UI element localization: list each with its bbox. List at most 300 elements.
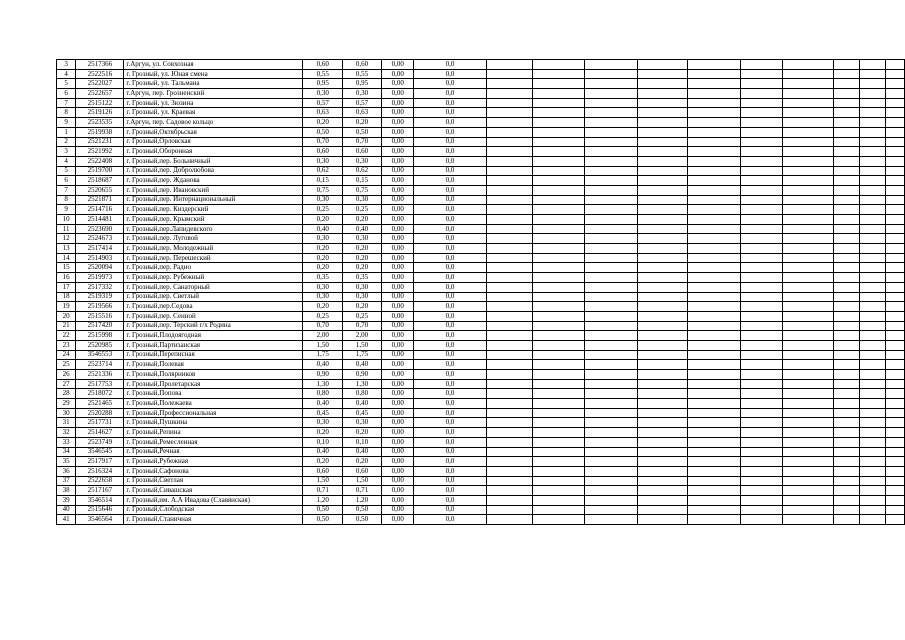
- empty-cell: [783, 273, 833, 283]
- empty-cell: [486, 292, 533, 302]
- empty-cell: [584, 98, 637, 108]
- empty-cell: [533, 515, 584, 525]
- empty-cell: [638, 224, 688, 234]
- value-1-cell: 0,60: [303, 147, 343, 157]
- row-number-cell: 2: [57, 137, 76, 147]
- value-3-cell: 0,00: [381, 195, 413, 205]
- empty-cell: [783, 331, 833, 341]
- table-row: [57, 108, 905, 118]
- empty-cell: [486, 418, 533, 428]
- value-3-cell: 0,00: [381, 215, 413, 225]
- empty-cell: [486, 263, 533, 273]
- empty-cell: [486, 215, 533, 225]
- value-3-cell: 0,00: [381, 515, 413, 525]
- table-row: [57, 408, 905, 418]
- empty-cell: [533, 166, 584, 176]
- empty-cell: [833, 127, 860, 137]
- value-1-cell: 1,20: [303, 495, 343, 505]
- empty-cell: [533, 234, 584, 244]
- value-4-cell: 0,0: [414, 69, 486, 79]
- value-2-cell: 1,50: [343, 340, 382, 350]
- value-2-cell: 0,30: [343, 195, 382, 205]
- empty-cell: [486, 108, 533, 118]
- empty-cell: [638, 350, 688, 360]
- value-4-cell: 0,0: [414, 360, 486, 370]
- address-cell: г. Грозный,Полевая: [124, 360, 303, 370]
- address-cell: г. Грозный,пер. Молодежный: [124, 244, 303, 254]
- empty-cell: [638, 495, 688, 505]
- address-cell: г. Грозный,Станичная: [124, 515, 303, 525]
- value-3-cell: 0,00: [381, 234, 413, 244]
- empty-cell: [638, 447, 688, 457]
- empty-cell: [688, 466, 740, 476]
- empty-cell: [638, 437, 688, 447]
- record-code-cell: 2521871: [76, 195, 124, 205]
- value-4-cell: 0,0: [414, 60, 486, 70]
- value-1-cell: 0,75: [303, 185, 343, 195]
- row-number-cell: 23: [57, 340, 76, 350]
- record-code-cell: 3546564: [76, 515, 124, 525]
- value-1-cell: 0,30: [303, 89, 343, 99]
- empty-cell: [860, 408, 886, 418]
- empty-cell: [783, 437, 833, 447]
- value-2-cell: 0,55: [343, 69, 382, 79]
- empty-cell: [533, 389, 584, 399]
- empty-cell: [638, 79, 688, 89]
- empty-cell: [486, 340, 533, 350]
- value-2-cell: 0,45: [343, 408, 382, 418]
- table-row: [57, 389, 905, 399]
- empty-cell: [688, 476, 740, 486]
- empty-cell: [740, 321, 782, 331]
- value-4-cell: 0,0: [414, 292, 486, 302]
- empty-cell: [860, 282, 886, 292]
- empty-cell: [740, 457, 782, 467]
- value-2-cell: 0,50: [343, 515, 382, 525]
- empty-cell: [688, 370, 740, 380]
- empty-cell: [584, 263, 637, 273]
- empty-cell: [833, 311, 860, 321]
- record-code-cell: 2520985: [76, 340, 124, 350]
- row-number-cell: 4: [57, 69, 76, 79]
- empty-cell: [638, 515, 688, 525]
- empty-cell: [740, 340, 782, 350]
- value-1-cell: 0,40: [303, 224, 343, 234]
- empty-cell: [533, 69, 584, 79]
- value-1-cell: 0,71: [303, 486, 343, 496]
- value-2-cell: 0,20: [343, 302, 382, 312]
- empty-cell: [783, 185, 833, 195]
- value-3-cell: 0,00: [381, 185, 413, 195]
- empty-cell: [783, 166, 833, 176]
- record-code-cell: 2519973: [76, 273, 124, 283]
- empty-cell: [886, 137, 905, 147]
- empty-cell: [740, 244, 782, 254]
- empty-cell: [638, 360, 688, 370]
- value-1-cell: 0,50: [303, 505, 343, 515]
- row-number-cell: 14: [57, 253, 76, 263]
- empty-cell: [584, 147, 637, 157]
- empty-cell: [740, 486, 782, 496]
- row-number-cell: 30: [57, 408, 76, 418]
- empty-cell: [533, 292, 584, 302]
- empty-cell: [740, 108, 782, 118]
- empty-cell: [783, 137, 833, 147]
- empty-cell: [860, 69, 886, 79]
- empty-cell: [688, 166, 740, 176]
- empty-cell: [584, 437, 637, 447]
- value-1-cell: 0,30: [303, 156, 343, 166]
- record-code-cell: 2522658: [76, 476, 124, 486]
- empty-cell: [533, 466, 584, 476]
- address-cell: г. Грозный,Пролетарская: [124, 379, 303, 389]
- table-body: [57, 60, 905, 525]
- value-3-cell: 0,00: [381, 176, 413, 186]
- address-cell: г.Аргун, пер. Садовое кольцо: [124, 118, 303, 128]
- empty-cell: [584, 321, 637, 331]
- empty-cell: [783, 360, 833, 370]
- value-1-cell: 0,70: [303, 321, 343, 331]
- empty-cell: [886, 98, 905, 108]
- record-code-cell: 2517167: [76, 486, 124, 496]
- empty-cell: [886, 118, 905, 128]
- empty-cell: [783, 340, 833, 350]
- empty-cell: [860, 505, 886, 515]
- value-3-cell: 0,00: [381, 408, 413, 418]
- value-1-cell: 0,45: [303, 408, 343, 418]
- empty-cell: [740, 224, 782, 234]
- empty-cell: [533, 282, 584, 292]
- value-3-cell: 0,00: [381, 60, 413, 70]
- value-2-cell: 0,60: [343, 147, 382, 157]
- empty-cell: [860, 360, 886, 370]
- empty-cell: [486, 515, 533, 525]
- empty-cell: [584, 495, 637, 505]
- table-row: [57, 457, 905, 467]
- empty-cell: [638, 340, 688, 350]
- value-3-cell: 0,00: [381, 311, 413, 321]
- empty-cell: [860, 108, 886, 118]
- empty-cell: [486, 244, 533, 254]
- empty-cell: [638, 234, 688, 244]
- empty-cell: [886, 408, 905, 418]
- value-2-cell: 0,30: [343, 234, 382, 244]
- empty-cell: [584, 350, 637, 360]
- row-number-cell: 28: [57, 389, 76, 399]
- value-4-cell: 0,0: [414, 486, 486, 496]
- empty-cell: [833, 79, 860, 89]
- value-1-cell: 0,30: [303, 418, 343, 428]
- empty-cell: [886, 108, 905, 118]
- empty-cell: [486, 118, 533, 128]
- value-4-cell: 0,0: [414, 108, 486, 118]
- empty-cell: [783, 389, 833, 399]
- table-row: [57, 466, 905, 476]
- value-2-cell: 0,40: [343, 360, 382, 370]
- empty-cell: [833, 98, 860, 108]
- empty-cell: [638, 418, 688, 428]
- empty-cell: [688, 244, 740, 254]
- value-2-cell: 0,60: [343, 60, 382, 70]
- empty-cell: [688, 515, 740, 525]
- row-number-cell: 15: [57, 263, 76, 273]
- empty-cell: [740, 282, 782, 292]
- empty-cell: [533, 428, 584, 438]
- value-3-cell: 0,00: [381, 118, 413, 128]
- empty-cell: [740, 89, 782, 99]
- row-number-cell: 7: [57, 98, 76, 108]
- address-cell: г. Грозный,пер. Перешеский: [124, 253, 303, 263]
- empty-cell: [886, 389, 905, 399]
- value-4-cell: 0,0: [414, 253, 486, 263]
- empty-cell: [886, 69, 905, 79]
- record-code-cell: 2524673: [76, 234, 124, 244]
- empty-cell: [584, 505, 637, 515]
- empty-cell: [638, 389, 688, 399]
- empty-cell: [638, 282, 688, 292]
- empty-cell: [638, 486, 688, 496]
- value-2-cell: 0,15: [343, 176, 382, 186]
- value-2-cell: 0,20: [343, 118, 382, 128]
- address-cell: г. Грозный,пер. Терский г/х Родина: [124, 321, 303, 331]
- value-1-cell: 0,20: [303, 263, 343, 273]
- record-code-cell: 2519700: [76, 166, 124, 176]
- value-1-cell: 0,62: [303, 166, 343, 176]
- record-code-cell: 2519126: [76, 108, 124, 118]
- empty-cell: [860, 166, 886, 176]
- empty-cell: [886, 505, 905, 515]
- empty-cell: [584, 408, 637, 418]
- address-cell: г. Грозный,Сивашская: [124, 486, 303, 496]
- empty-cell: [688, 89, 740, 99]
- table-row: [57, 234, 905, 244]
- value-4-cell: 0,0: [414, 263, 486, 273]
- row-number-cell: 9: [57, 118, 76, 128]
- empty-cell: [584, 60, 637, 70]
- empty-cell: [783, 156, 833, 166]
- empty-cell: [688, 108, 740, 118]
- value-3-cell: 0,00: [381, 476, 413, 486]
- value-3-cell: 0,00: [381, 244, 413, 254]
- empty-cell: [886, 476, 905, 486]
- empty-cell: [886, 486, 905, 496]
- value-4-cell: 0,0: [414, 215, 486, 225]
- empty-cell: [533, 321, 584, 331]
- value-2-cell: 0,80: [343, 389, 382, 399]
- empty-cell: [783, 505, 833, 515]
- empty-cell: [688, 418, 740, 428]
- empty-cell: [486, 79, 533, 89]
- row-number-cell: 8: [57, 195, 76, 205]
- empty-cell: [833, 176, 860, 186]
- value-4-cell: 0,0: [414, 447, 486, 457]
- value-4-cell: 0,0: [414, 234, 486, 244]
- empty-cell: [638, 253, 688, 263]
- value-3-cell: 0,00: [381, 457, 413, 467]
- empty-cell: [833, 476, 860, 486]
- empty-cell: [638, 156, 688, 166]
- empty-cell: [486, 457, 533, 467]
- value-1-cell: 0,40: [303, 360, 343, 370]
- empty-cell: [584, 118, 637, 128]
- empty-cell: [740, 147, 782, 157]
- record-code-cell: 2518072: [76, 389, 124, 399]
- value-2-cell: 0,30: [343, 156, 382, 166]
- row-number-cell: 29: [57, 399, 76, 409]
- empty-cell: [533, 379, 584, 389]
- empty-cell: [638, 273, 688, 283]
- empty-cell: [740, 466, 782, 476]
- empty-cell: [740, 515, 782, 525]
- table-row: [57, 350, 905, 360]
- value-1-cell: 0,20: [303, 253, 343, 263]
- empty-cell: [886, 166, 905, 176]
- empty-cell: [740, 127, 782, 137]
- empty-cell: [740, 418, 782, 428]
- record-code-cell: 2514627: [76, 428, 124, 438]
- empty-cell: [783, 379, 833, 389]
- empty-cell: [860, 437, 886, 447]
- value-4-cell: 0,0: [414, 118, 486, 128]
- empty-cell: [584, 127, 637, 137]
- table-row: [57, 166, 905, 176]
- value-3-cell: 0,00: [381, 292, 413, 302]
- empty-cell: [688, 282, 740, 292]
- empty-cell: [886, 244, 905, 254]
- empty-cell: [688, 215, 740, 225]
- empty-cell: [833, 166, 860, 176]
- row-number-cell: 39: [57, 495, 76, 505]
- address-cell: г. Грозный,пер. Добролюбова: [124, 166, 303, 176]
- record-code-cell: 2515998: [76, 331, 124, 341]
- value-2-cell: 1,50: [343, 476, 382, 486]
- empty-cell: [886, 466, 905, 476]
- record-code-cell: 2517917: [76, 457, 124, 467]
- empty-cell: [688, 302, 740, 312]
- value-4-cell: 0,0: [414, 515, 486, 525]
- empty-cell: [833, 195, 860, 205]
- empty-cell: [688, 234, 740, 244]
- value-2-cell: 1,30: [343, 379, 382, 389]
- empty-cell: [486, 408, 533, 418]
- value-2-cell: 0,70: [343, 321, 382, 331]
- address-cell: г. Грозный, ул. Юная смена: [124, 69, 303, 79]
- empty-cell: [584, 476, 637, 486]
- value-4-cell: 0,0: [414, 302, 486, 312]
- empty-cell: [860, 176, 886, 186]
- value-4-cell: 0,0: [414, 311, 486, 321]
- empty-cell: [740, 215, 782, 225]
- empty-cell: [783, 447, 833, 457]
- empty-cell: [886, 428, 905, 438]
- empty-cell: [860, 370, 886, 380]
- table-row: [57, 505, 905, 515]
- empty-cell: [486, 486, 533, 496]
- empty-cell: [688, 127, 740, 137]
- empty-cell: [860, 89, 886, 99]
- row-number-cell: 21: [57, 321, 76, 331]
- row-number-cell: 25: [57, 360, 76, 370]
- empty-cell: [486, 360, 533, 370]
- empty-cell: [833, 234, 860, 244]
- empty-cell: [886, 515, 905, 525]
- empty-cell: [833, 137, 860, 147]
- value-3-cell: 0,00: [381, 486, 413, 496]
- record-code-cell: 2518687: [76, 176, 124, 186]
- empty-cell: [833, 428, 860, 438]
- empty-cell: [833, 399, 860, 409]
- empty-cell: [783, 176, 833, 186]
- value-1-cell: 0,30: [303, 292, 343, 302]
- value-3-cell: 0,00: [381, 370, 413, 380]
- empty-cell: [486, 495, 533, 505]
- value-4-cell: 0,0: [414, 224, 486, 234]
- empty-cell: [833, 302, 860, 312]
- table-row: [57, 360, 905, 370]
- row-number-cell: 19: [57, 302, 76, 312]
- address-cell: г. Грозный,Переписная: [124, 350, 303, 360]
- empty-cell: [886, 156, 905, 166]
- empty-cell: [533, 89, 584, 99]
- table-row: [57, 292, 905, 302]
- value-3-cell: 0,00: [381, 399, 413, 409]
- empty-cell: [533, 447, 584, 457]
- empty-cell: [833, 418, 860, 428]
- record-code-cell: 2519319: [76, 292, 124, 302]
- empty-cell: [740, 166, 782, 176]
- empty-cell: [638, 244, 688, 254]
- value-4-cell: 0,0: [414, 331, 486, 341]
- empty-cell: [783, 263, 833, 273]
- empty-cell: [584, 195, 637, 205]
- table-row: [57, 195, 905, 205]
- table-row: [57, 118, 905, 128]
- empty-cell: [833, 505, 860, 515]
- table-row: [57, 273, 905, 283]
- address-cell: г. Грозный,Попова: [124, 389, 303, 399]
- row-number-cell: 5: [57, 79, 76, 89]
- value-4-cell: 0,0: [414, 370, 486, 380]
- table-row: [57, 321, 905, 331]
- address-cell: г. Грозный,пер.Лапидевского: [124, 224, 303, 234]
- value-2-cell: 0,25: [343, 205, 382, 215]
- empty-cell: [783, 215, 833, 225]
- empty-cell: [783, 108, 833, 118]
- empty-cell: [860, 311, 886, 321]
- record-code-cell: 2523749: [76, 437, 124, 447]
- empty-cell: [740, 428, 782, 438]
- table-row: [57, 379, 905, 389]
- value-4-cell: 0,0: [414, 195, 486, 205]
- address-cell: г. Грозный, ул. Зюзина: [124, 98, 303, 108]
- value-1-cell: 2,00: [303, 331, 343, 341]
- table-row: [57, 215, 905, 225]
- empty-cell: [740, 79, 782, 89]
- empty-cell: [886, 79, 905, 89]
- empty-cell: [886, 350, 905, 360]
- empty-cell: [783, 69, 833, 79]
- empty-cell: [584, 89, 637, 99]
- empty-cell: [638, 108, 688, 118]
- value-2-cell: 0,30: [343, 418, 382, 428]
- row-number-cell: 9: [57, 205, 76, 215]
- empty-cell: [860, 60, 886, 70]
- value-1-cell: 0,15: [303, 176, 343, 186]
- empty-cell: [740, 370, 782, 380]
- value-2-cell: 0,20: [343, 215, 382, 225]
- row-number-cell: 36: [57, 466, 76, 476]
- empty-cell: [533, 205, 584, 215]
